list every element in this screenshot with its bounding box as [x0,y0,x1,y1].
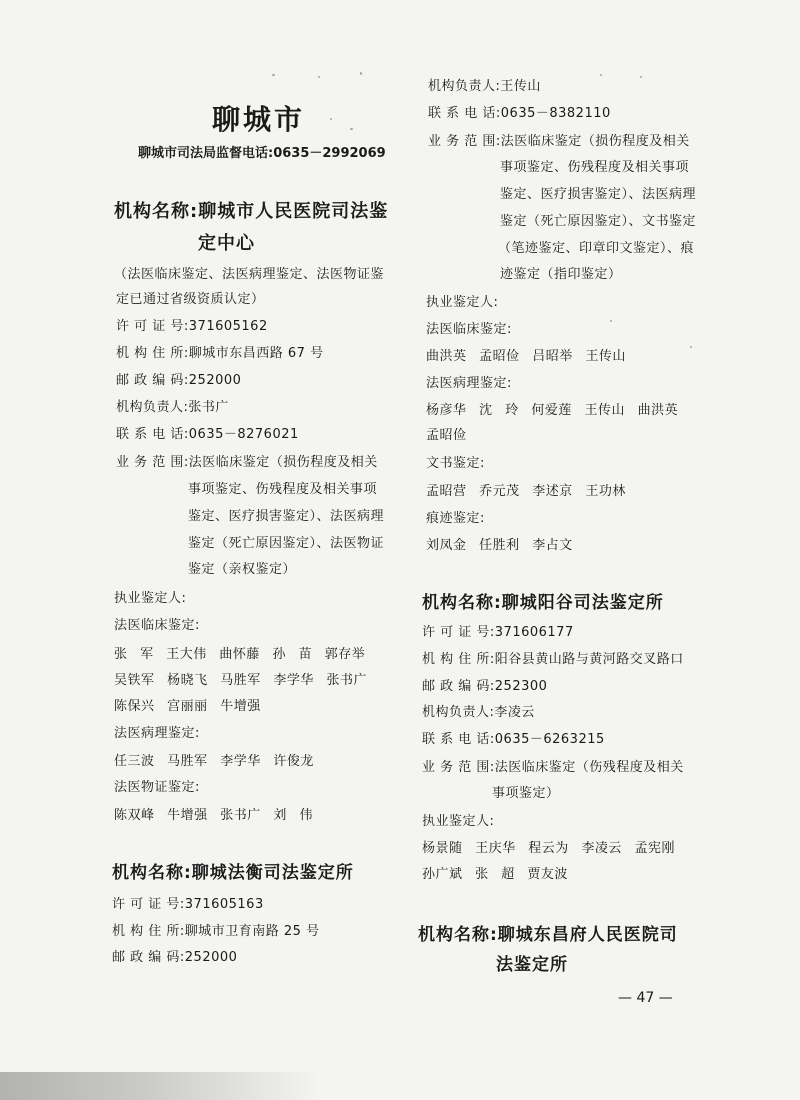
org2-pathology-row2: 孟昭俭 [426,428,467,443]
org3-postcode: 邮 政 编 码:252300 [422,679,548,694]
scan-speck [330,118,332,120]
org2-scope-line1: 业 务 范 围:法医临床鉴定（损伤程度及相关 [428,134,690,149]
org3-appraisers-row2: 孙广斌 张 超 贾友波 [422,867,568,882]
scan-speck [690,346,692,348]
org4-name-line2: 法鉴定所 [496,955,568,975]
org2-license: 许 可 证 号:371605163 [112,897,264,912]
org2-scope-line4: 鉴定（死亡原因鉴定）、文书鉴定 [500,214,697,229]
scan-speck [610,320,612,322]
supervision-phone: 聊城市司法局监督电话:0635－2992069 [138,146,386,161]
org2-scope-line6: 迹鉴定（指印鉴定） [500,267,622,282]
org3-address: 机 构 住 所:阳谷县黄山路与黄河路交叉路口 [422,652,684,667]
org1-note-line1: （法医临床鉴定、法医病理鉴定、法医物证鉴 [114,267,385,282]
org3-license: 许 可 证 号:371606177 [422,625,574,640]
scan-speck [272,74,275,76]
city-title: 聊城市 [212,103,306,136]
org1-address: 机 构 住 所:聊城市东昌西路 67 号 [116,346,324,361]
org2-appraisers-label: 执业鉴定人: [426,295,499,310]
org2-postcode: 邮 政 编 码:252000 [112,950,238,965]
org1-evidence-row1: 陈双峰 牛增强 张书广 刘 伟 [114,808,314,823]
org2-pathology-row1: 杨彦华 沈 玲 何爱莲 王传山 曲洪英 [426,403,679,418]
org1-name-line2: 定中心 [198,233,255,254]
org3-scope-line2: 事项鉴定） [492,786,560,801]
org1-pathology-row1: 任三波 马胜军 李学华 许俊龙 [114,754,314,769]
org1-scope-line1: 业 务 范 围:法医临床鉴定（损伤程度及相关 [116,455,378,470]
page-number: — 47 — [618,990,673,1006]
org1-phone: 联 系 电 话:0635－8276021 [116,427,299,442]
scan-speck [318,76,320,78]
org1-evidence-label: 法医物证鉴定: [114,780,200,795]
scan-speck [350,128,353,130]
org1-clinical-label: 法医临床鉴定: [114,618,200,633]
org1-clinical-row1: 张 军 王大伟 曲怀藤 孙 苗 郭存举 [114,647,366,662]
org2-document-label: 文书鉴定: [426,456,485,471]
org3-phone: 联 系 电 话:0635－6263215 [422,732,605,747]
org2-document-row1: 孟昭营 乔元茂 李述京 王功林 [426,484,626,499]
org1-clinical-row2: 吴铁军 杨晓飞 马胜军 李学华 张书广 [114,673,368,688]
org1-scope-line5: 鉴定（亲权鉴定） [188,562,297,577]
org3-head: 机构负责人:李凌云 [422,705,535,720]
org2-name: 机构名称:聊城法衡司法鉴定所 [112,863,354,883]
org2-trace-label: 痕迹鉴定: [426,511,485,526]
org2-scope-line2: 事项鉴定、伤残程度及相关事项 [500,160,690,175]
org1-clinical-row3: 陈保兴 宫丽丽 牛增强 [114,699,261,714]
org1-appraisers-label: 执业鉴定人: [114,591,187,606]
org2-pathology-label: 法医病理鉴定: [426,376,512,391]
org3-appraisers-row1: 杨景随 王庆华 程云为 李凌云 孟宪刚 [422,841,676,856]
scan-speck [360,72,362,75]
org1-scope-line4: 鉴定（死亡原因鉴定）、法医物证 [188,536,385,551]
org3-name: 机构名称:聊城阳谷司法鉴定所 [422,593,664,613]
org4-name-line1: 机构名称:聊城东昌府人民医院司 [418,925,678,945]
org2-trace-row1: 刘凤金 任胜利 李占文 [426,538,573,553]
org1-head: 机构负责人:张书广 [116,400,229,415]
org1-note-line2: 定已通过省级资质认定） [116,292,265,307]
org2-scope-line5: （笔迹鉴定、印章印文鉴定）、痕 [498,241,695,256]
scan-speck [640,76,642,78]
org3-appraisers-label: 执业鉴定人: [422,814,495,829]
org1-name-line1: 机构名称:聊城市人民医院司法鉴 [114,201,389,222]
org2-clinical-label: 法医临床鉴定: [426,322,512,337]
org1-scope-line3: 鉴定、医疗损害鉴定）、法医病理 [188,509,385,524]
org1-license: 许 可 证 号:371605162 [116,319,268,334]
scan-speck [600,74,602,76]
org1-pathology-label: 法医病理鉴定: [114,726,200,741]
scan-edge-noise [0,1072,320,1100]
org2-address: 机 构 住 所:聊城市卫育南路 25 号 [112,924,320,939]
org3-scope-line1: 业 务 范 围:法医临床鉴定（伤残程度及相关 [422,760,684,775]
org2-scope-line3: 鉴定、医疗损害鉴定）、法医病理 [500,187,697,202]
org2-phone: 联 系 电 话:0635－8382110 [428,106,611,121]
org1-scope-line2: 事项鉴定、伤残程度及相关事项 [188,482,378,497]
org2-head: 机构负责人:王传山 [428,79,541,94]
org1-postcode: 邮 政 编 码:252000 [116,373,242,388]
org2-clinical-row1: 曲洪英 孟昭俭 吕昭举 王传山 [426,349,626,364]
